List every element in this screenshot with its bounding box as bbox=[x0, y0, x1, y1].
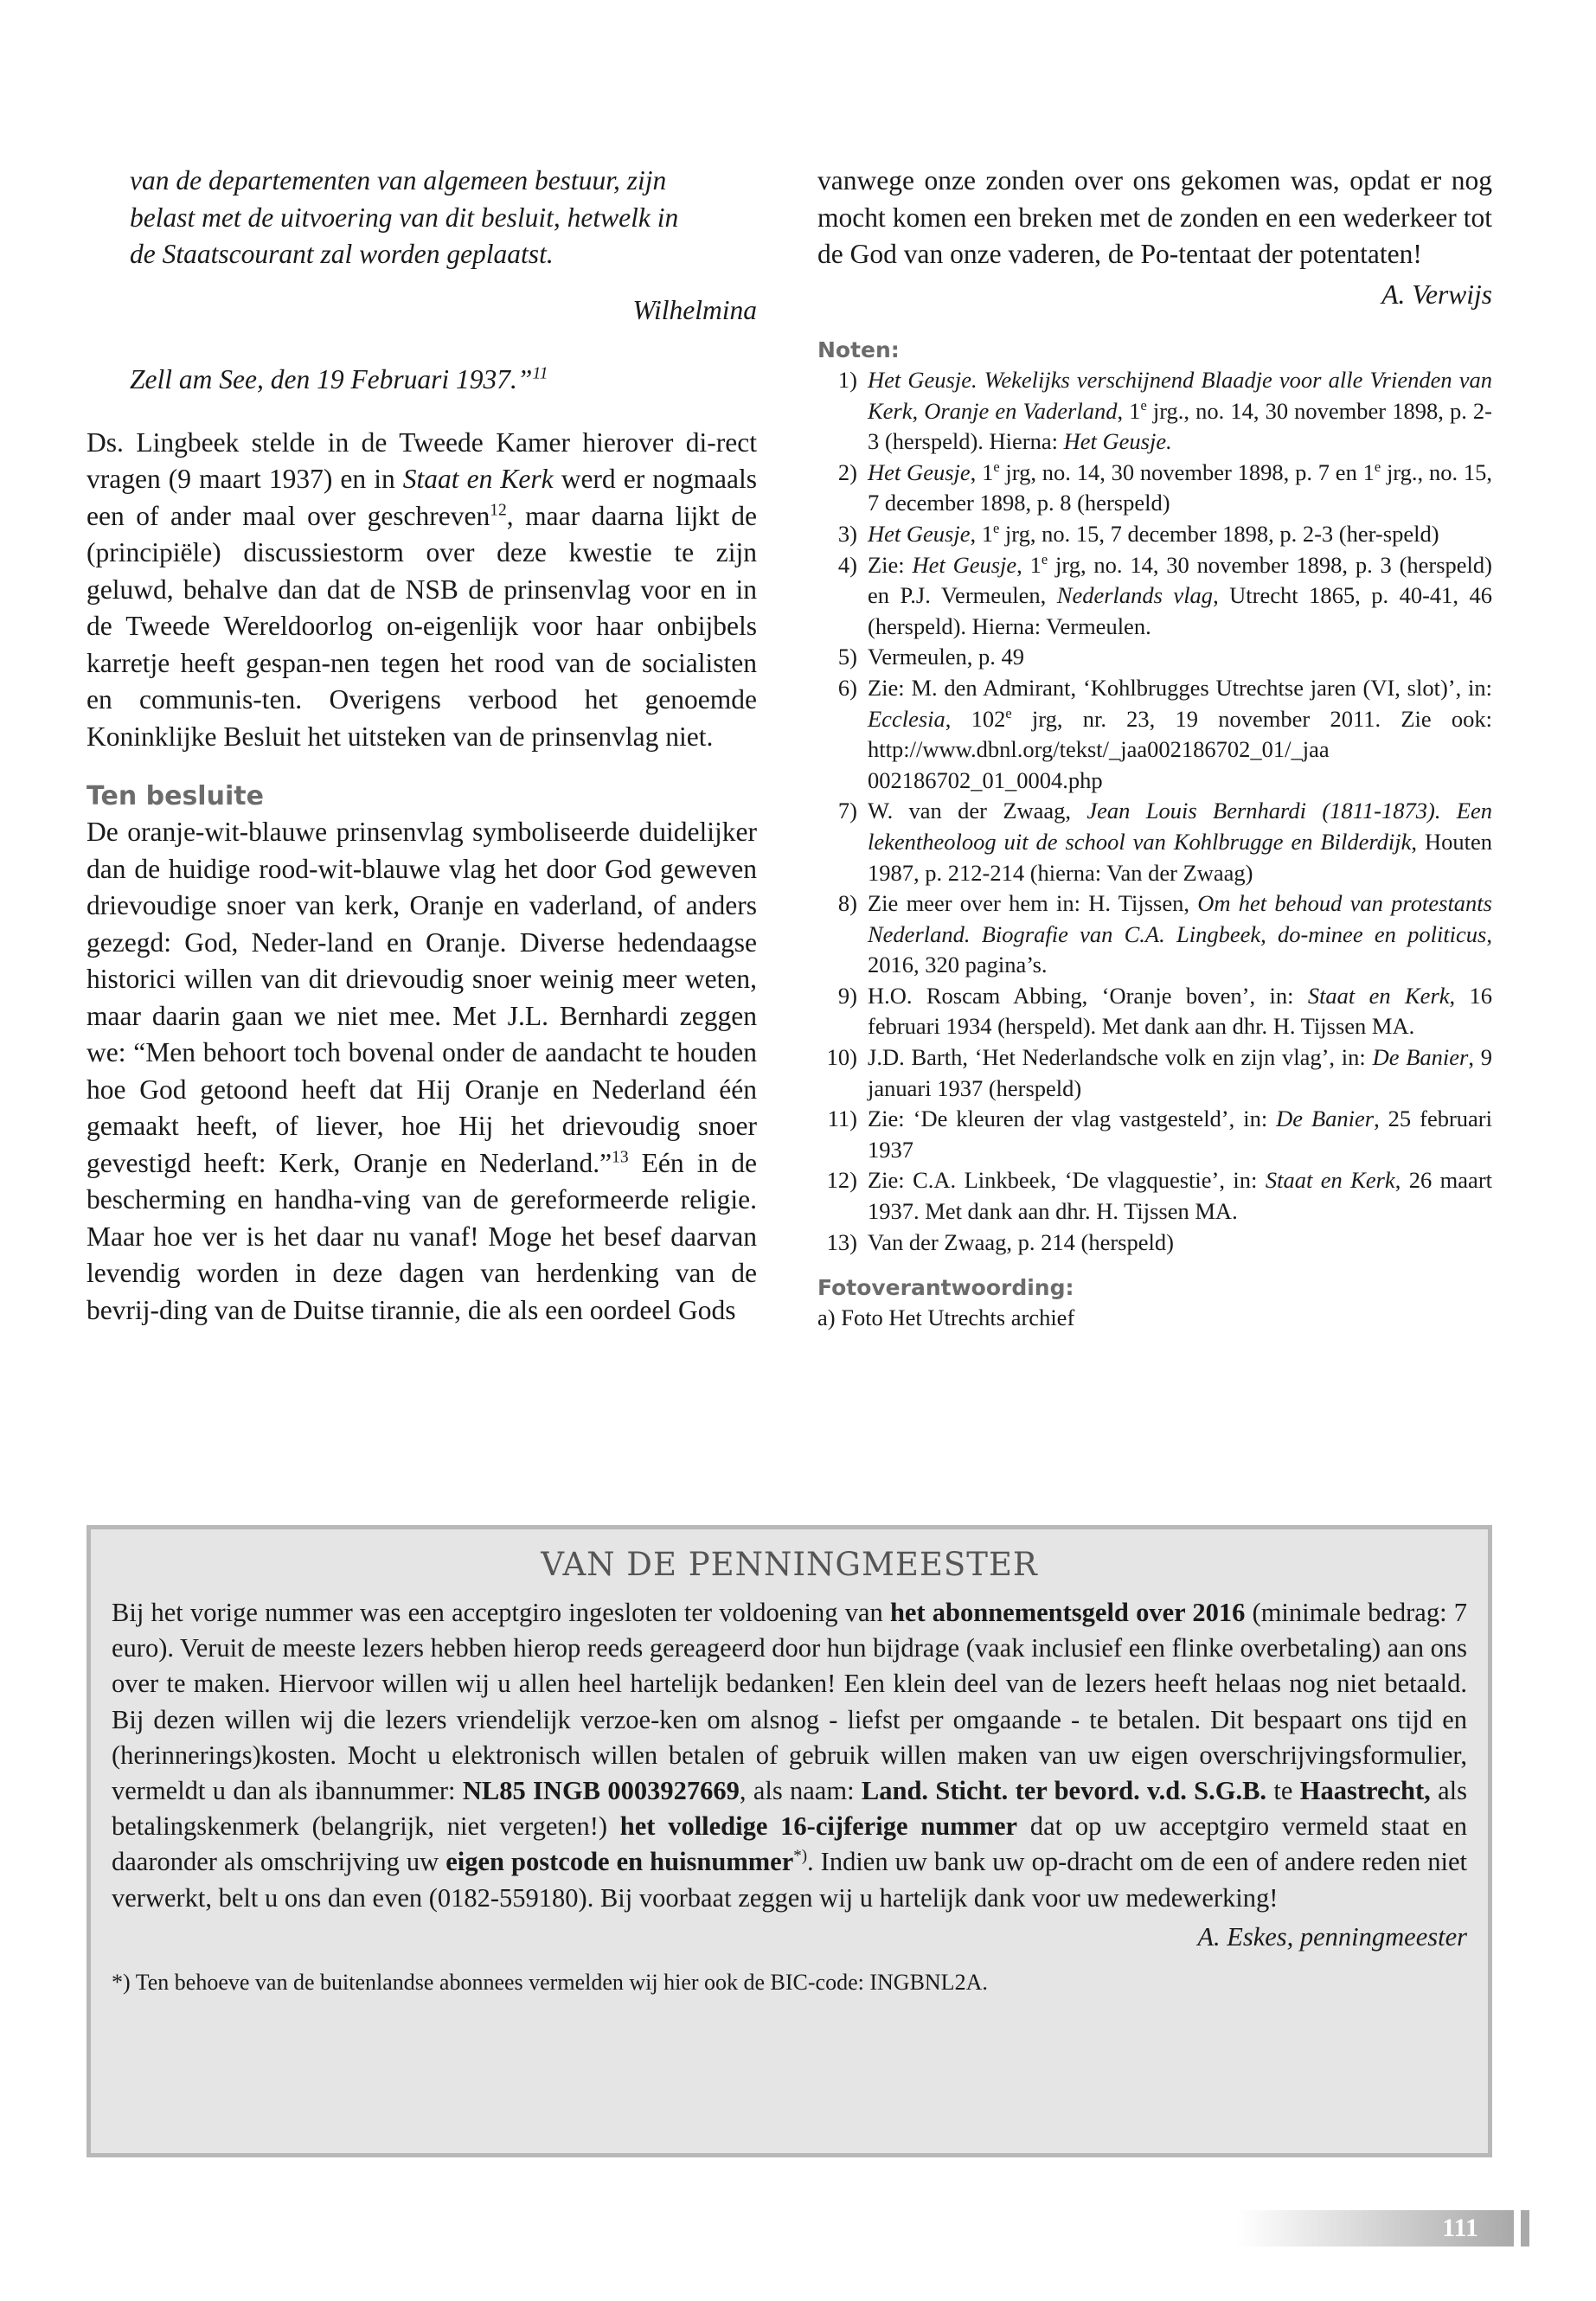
text-run: Eén in de bescherming en handha-ving van de gereformeerde religie. Maar hoe ver is het daar nu vanaf! Moge het besef daarvan levendig worden in deze dagen van herdenking van de bevrij-ding van de Duitse tirannie, die als een oordeel Gods bbox=[87, 1147, 757, 1325]
note-text bbox=[868, 673, 1492, 796]
text-run: Zie: M. den Admirant, ‘Kohlbrugges Utrechtse jaren (VI, slot)’, in: bbox=[868, 674, 1492, 701]
text-run: Het Geusje bbox=[912, 551, 1017, 578]
note-number: 11) bbox=[827, 1106, 857, 1132]
text-run: jrg., no. 14, 30 november 1898, p. 2-3 (herspeld). Hierna: bbox=[868, 397, 1492, 455]
title-staat-en-kerk: Staat en Kerk bbox=[402, 464, 554, 494]
note-text bbox=[868, 1042, 1492, 1104]
note-number: 7) bbox=[837, 798, 857, 824]
text-run: werd er nogmaals een of ander maal over geschreven bbox=[87, 464, 758, 531]
paragraph-lingbeek bbox=[87, 425, 757, 756]
note-number: 1) bbox=[837, 367, 857, 393]
note-item bbox=[817, 1227, 1492, 1259]
text-run: het volledige 16-cijferige nummer bbox=[619, 1811, 1018, 1842]
text-run: Jean Louis Bernhardi (1811-1873). Een lekentheoloog uit de school van Kohlbrugge en Bilderdijk bbox=[868, 798, 1492, 855]
treasurer-footnote: *) Ten behoeve van de buitenlandse abonnees vermelden wij hier ook de BIC-code: INGBNL2A. bbox=[112, 1970, 988, 1996]
text-run: Zie meer over hem in: H. Tijssen, bbox=[868, 890, 1198, 917]
text-run: NL85 INGB 0003927669 bbox=[462, 1776, 740, 1806]
note-text bbox=[868, 1227, 1492, 1259]
article-author: A. Verwijs bbox=[1381, 279, 1492, 310]
text-run: Nederlands vlag bbox=[1056, 582, 1214, 609]
text-run: Ecclesia bbox=[868, 705, 945, 732]
superscript-run: e bbox=[993, 458, 1000, 475]
text-run: , 1 bbox=[970, 520, 993, 547]
text-run: Zie: C.A. Linkbeek, ‘De vlagquestie’, in: bbox=[868, 1167, 1266, 1194]
text-run: , 25 februari 1937 bbox=[868, 1106, 1492, 1163]
section-heading: Ten besluite bbox=[87, 781, 264, 811]
note-text bbox=[868, 458, 1492, 519]
superscript-run: e bbox=[992, 520, 1000, 537]
note-item bbox=[817, 458, 1492, 519]
note-number: 4) bbox=[837, 551, 857, 578]
text-run: als betalingskenmerk (belangrijk, niet vergeten!) bbox=[112, 1776, 1468, 1842]
text-run: jrg, no. 14, 30 november 1898, p. 3 (herspeld) en P.J. Vermeulen, bbox=[868, 551, 1492, 609]
treasurer-box-title: VAN DE PENNINGMEESTER bbox=[541, 1546, 1038, 1583]
decree-line: de Staatscourant zal worden geplaatst. bbox=[130, 239, 554, 269]
decree-line: van de departementen van algemeen bestuur, zijn bbox=[130, 165, 667, 195]
text-run: Haastrecht, bbox=[1299, 1776, 1431, 1806]
text-run: , 9 januari 1937 (herspeld) bbox=[868, 1044, 1493, 1101]
note-number: 2) bbox=[837, 458, 857, 485]
text-run: Land. Sticht. ter bevord. v.d. S.G.B. bbox=[861, 1776, 1267, 1806]
note-item bbox=[817, 1165, 1492, 1227]
right-column bbox=[817, 163, 1492, 1334]
note-item bbox=[817, 796, 1492, 888]
text-run: jrg, no. 14, 30 november 1898, p. 7 en 1 bbox=[999, 458, 1375, 485]
treasurer-signature: A. Eskes, penningmeester bbox=[1197, 1921, 1467, 1952]
text-run: (minimale bedrag: 7 euro). Veruit de meeste lezers hebben hierop reeds gereageerd door hun bijdrage (vaak inclusief een flinke overbetaling) aan ons over te maken. Hiervoor willen wij u allen heel hartelijk bedanken! Een klein deel van de lezers heeft helaas nog niet betaald. Bij dezen willen wij die lezers vriendelijk verzoe-ken om alsnog - liefst per omgaande - te betalen. Dit bespaart ons tijd en (herinnerings)kosten. Mocht u elektronisch willen betalen of gebruik willen maken van uw eigen overschrijvingsformulier, vermeldt u dan als ibannummer: bbox=[112, 1598, 1467, 1806]
treasurer-box-text bbox=[112, 1595, 1467, 1916]
superscript-run: e bbox=[1374, 458, 1381, 475]
text-run: Bij het vorige nummer was een acceptgiro ingesloten ter voldoening van bbox=[112, 1598, 890, 1627]
text-run: Het Geusje. bbox=[1063, 428, 1172, 455]
note-item bbox=[817, 1042, 1492, 1104]
note-number: 10) bbox=[826, 1044, 857, 1071]
note-text bbox=[868, 550, 1492, 643]
text-run: . Indien uw bank uw op-dracht om de een of andere reden niet verwerkt, belt u ons dan even (0182-559180). Bij voorbaat zeggen wij u hartelijk dank voor uw medewerking! bbox=[112, 1847, 1468, 1913]
note-item bbox=[817, 1104, 1492, 1165]
decree-line: belast met de uitvoering van dit besluit, hetwelk in bbox=[130, 202, 679, 233]
note-number: 6) bbox=[837, 674, 857, 701]
text-run: H.O. Roscam Abbing, ‘Oranje boven’, in: bbox=[868, 982, 1308, 1009]
text-run: De oranje-wit-blauwe prinsenvlag symboliseerde duidelijker dan de huidige rood-wit-blauwe vlag het door God geweven drievoudige snoer van kerk, Oranje en vaderland, of anders gezegd: God, Neder-land en Oranje. Diverse hedendaagse historici willen van dit drievoudig snoer weinig meer weten, maar daarin gaan we niet mee. Met J.L. Bernhardi zeggen we: “Men behoort toch bovenal onder de aandacht te houden hoe God getoond heeft dat Hij Oranje en Nederland één gemaakt heeft, of liever, hoe Hij het drievoudig snoer gevestigd heeft: Kerk, Oranje en Nederland.” bbox=[87, 817, 757, 1178]
decree-signature: Wilhelmina bbox=[632, 294, 757, 325]
text-run: Zie: ‘De kleuren der vlag vastgesteld’, in: bbox=[868, 1106, 1277, 1132]
note-number: 5) bbox=[837, 644, 857, 670]
note-number: 3) bbox=[837, 520, 857, 547]
text-run: , Houten 1987, p. 212-214 (hierna: Van der Zwaag) bbox=[868, 828, 1493, 886]
note-item bbox=[817, 519, 1492, 550]
note-text bbox=[868, 642, 1492, 673]
text-run: Om het behoud van protestants Nederland. Biografie van C.A. Lingbeek, do-minee en politicus bbox=[868, 890, 1492, 947]
footnote-ref: 12 bbox=[490, 501, 507, 519]
page-number-tick bbox=[1521, 2210, 1529, 2247]
left-column bbox=[87, 163, 757, 1329]
superscript-run: e bbox=[1041, 550, 1048, 567]
photo-credits-heading: Fotoverantwoording: bbox=[817, 1275, 1074, 1301]
text-run: Het Geusje bbox=[868, 520, 971, 547]
text-run: dat op uw acceptgiro vermeld staat en daaronder als omschrijving uw bbox=[112, 1811, 1468, 1877]
text-run: Ds. Lingbeek stelde in de Tweede Kamer hierover di-rect vragen (9 maart 1937) en in bbox=[87, 426, 757, 494]
text-run: Staat en Kerk bbox=[1307, 982, 1450, 1009]
text-run: Vermeulen, p. 49 bbox=[868, 644, 1025, 670]
decree-place-date bbox=[87, 362, 757, 399]
text-run: , Utrecht 1865, p. 40-41, 46 (herspeld). Hierna: Vermeulen. bbox=[868, 582, 1493, 639]
text-run: het abonnementsgeld over 2016 bbox=[889, 1598, 1246, 1627]
text-run: , maar daarna lijkt de (principiële) discussiestorm over deze kwestie te zijn geluwd, behalve dan dat de NSB de prinsenvlag voor en in de Tweede Wereldoorlog on-eigenlijk voor haar onbijbels karretje heeft gespan-nen tegen het rood van de socialisten en communis-ten. Overigens verbood het genoemde Koninklijke Besluit het uitsteken van de prinsenvlag niet. bbox=[87, 500, 757, 752]
text-run: , 102 bbox=[945, 705, 1006, 732]
superscript-run: e bbox=[1005, 704, 1012, 721]
paragraph-ten-besluite bbox=[87, 814, 757, 1329]
note-text bbox=[868, 796, 1492, 888]
text-run: Staat en Kerk bbox=[1265, 1167, 1395, 1194]
text-run: Zie: bbox=[868, 551, 913, 578]
note-number: 13) bbox=[826, 1228, 857, 1255]
page-number: 111 bbox=[1442, 2214, 1478, 2242]
note-text bbox=[868, 1165, 1492, 1227]
decree-quote bbox=[87, 163, 757, 273]
text-run: , 2016, 320 pagina’s. bbox=[868, 920, 1492, 978]
photo-credits-text: a) Foto Het Utrechts archief bbox=[817, 1304, 1075, 1331]
note-number: 9) bbox=[837, 982, 857, 1009]
paragraph-continuation: vanwege onze zonden over ons gekomen was, opdat er nog mocht komen een breken met de zonden en een wederkeer tot de God van onze vaderen, de Po-tentaat der potentaten! bbox=[817, 165, 1492, 269]
note-item bbox=[817, 888, 1492, 981]
superscript-run: e bbox=[1140, 396, 1147, 413]
notes-list bbox=[817, 365, 1492, 1258]
treasurer-notice-box bbox=[87, 1525, 1492, 2157]
text-run: J.D. Barth, ‘Het Nederlandsche volk en zijn vlag’, in: bbox=[868, 1044, 1373, 1071]
note-item bbox=[817, 365, 1492, 458]
text-run: Het Geusje. Wekelijks verschijnend Blaadje voor alle Vrienden van Kerk, Oranje en Vaderland bbox=[868, 367, 1492, 424]
note-item bbox=[817, 550, 1492, 643]
text-run: Het Geusje bbox=[868, 458, 971, 485]
text-run: Van der Zwaag, p. 214 (herspeld) bbox=[868, 1228, 1174, 1255]
footnote-ref: 11 bbox=[532, 364, 548, 383]
note-text bbox=[868, 519, 1492, 550]
text-run: De Banier bbox=[1276, 1106, 1375, 1132]
text-run: , 1 bbox=[970, 458, 994, 485]
note-text bbox=[868, 365, 1492, 458]
note-text bbox=[868, 981, 1492, 1042]
note-item bbox=[817, 673, 1492, 796]
text-run: , als naam: bbox=[739, 1776, 862, 1806]
text-run: , 1 bbox=[1117, 397, 1141, 424]
note-text bbox=[868, 888, 1492, 981]
text-run: De Banier bbox=[1372, 1044, 1469, 1071]
text-run: , 16 februari 1934 (herspeld). Met dank aan dhr. H. Tijssen MA. bbox=[868, 982, 1493, 1040]
note-number: 12) bbox=[826, 1167, 857, 1194]
text-run: , 26 maart 1937. Met dank aan dhr. H. Tijssen MA. bbox=[868, 1167, 1493, 1225]
footnote-ref: 13 bbox=[612, 1148, 629, 1166]
superscript-run: *) bbox=[793, 1847, 807, 1866]
text-run: jrg, nr. 23, 19 november 2011. Zie ook: http://www.dbnl.org/tekst/_jaa002186702_01/_jaa 002186702_01_0004.php bbox=[868, 705, 1492, 793]
place-date-text: Zell am See, den 19 Februari 1937.” bbox=[130, 364, 533, 394]
note-item bbox=[817, 642, 1492, 673]
note-number: 8) bbox=[837, 890, 857, 917]
text-run: jrg, no. 15, 7 december 1898, p. 2-3 (her-speld) bbox=[999, 520, 1439, 547]
note-text bbox=[868, 1104, 1492, 1165]
text-run: eigen postcode en huisnummer bbox=[445, 1847, 794, 1877]
text-run: jrg., no. 15, 7 december 1898, p. 8 (herspeld) bbox=[868, 458, 1492, 516]
note-item bbox=[817, 981, 1492, 1042]
text-run: , 1 bbox=[1016, 551, 1042, 578]
text-run: te bbox=[1266, 1776, 1300, 1806]
text-run: W. van der Zwaag, bbox=[868, 798, 1087, 824]
notes-heading: Noten: bbox=[817, 337, 900, 362]
